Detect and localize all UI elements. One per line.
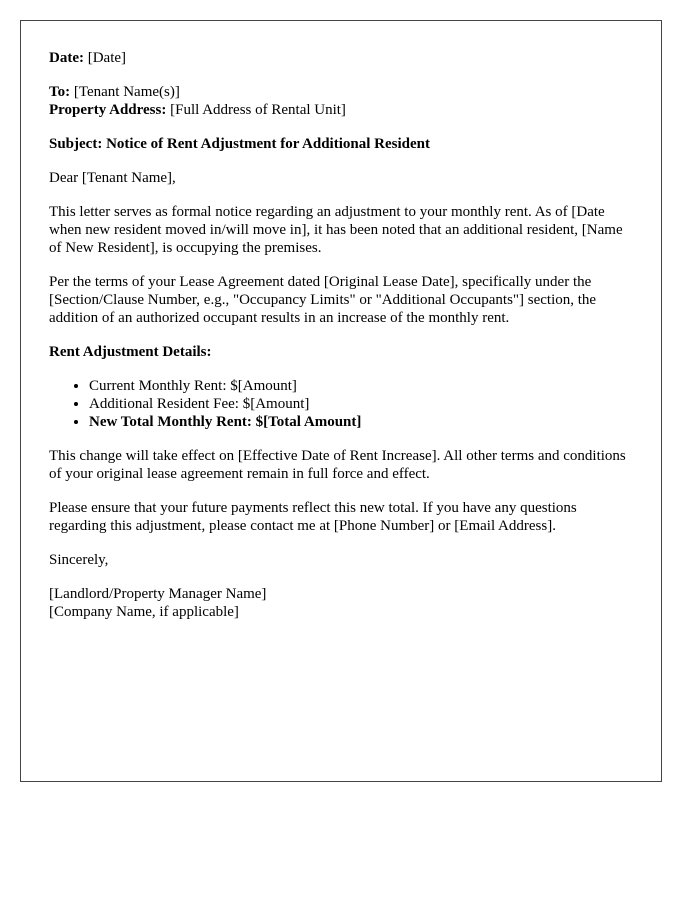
list-item: • Additional Resident Fee: $[Amount] xyxy=(89,395,633,413)
paragraph-4: Please ensure that your future payments reflect this new total. If you have any questions regarding this adjustment, please contact me at [Phone Number] or [Email Address]. xyxy=(49,500,577,534)
details-heading-text: Rent Adjustment Details: xyxy=(49,344,212,360)
details-heading xyxy=(49,343,633,361)
signature-name: [Landlord/Property Manager Name] xyxy=(49,586,267,602)
signature-company: [Company Name, if applicable] xyxy=(49,604,239,620)
property-label: Property Address: xyxy=(49,102,167,118)
subject-text: Subject: Notice of Rent Adjustment for Additional Resident xyxy=(49,136,430,152)
date-line xyxy=(49,49,633,67)
property-value: [Full Address of Rental Unit] xyxy=(170,102,346,118)
list-item-total: New Total Monthly Rent: $[Total Amount] xyxy=(89,414,362,430)
paragraph-1: This letter serves as formal notice regarding an adjustment to your monthly rent. As of [Date when new resident moved in/will move in], it has been noted that an additional resident, [Name of New Resident], is occupying the premises. xyxy=(49,204,623,256)
details-list xyxy=(49,377,633,431)
date-label: Date: xyxy=(49,50,84,66)
paragraph-2: Per the terms of your Lease Agreement dated [Original Lease Date], specifically under the [Section/Clause Number, e.g., "Occupancy Limits" or "Additional Occupants"] section, the addition of an authorized occupant results in an increase of the monthly rent. xyxy=(49,274,597,326)
to-value: [Tenant Name(s)] xyxy=(73,84,180,100)
letter xyxy=(20,20,662,782)
recipient-block xyxy=(49,83,633,119)
date-value: [Date] xyxy=(87,50,127,66)
list-item: • Current Monthly Rent: $[Amount] xyxy=(89,377,633,395)
signature-block xyxy=(49,585,633,621)
to-label: To: xyxy=(49,84,71,100)
list-item xyxy=(89,413,633,431)
subject-line xyxy=(49,135,633,153)
salutation: Dear [Tenant Name], xyxy=(49,170,176,186)
paragraph-3: This change will take effect on [Effective Date of Rent Increase]. All other terms and conditions of your original lease agreement remain in full force and effect. xyxy=(49,448,626,482)
closing: Sincerely, xyxy=(49,552,109,568)
